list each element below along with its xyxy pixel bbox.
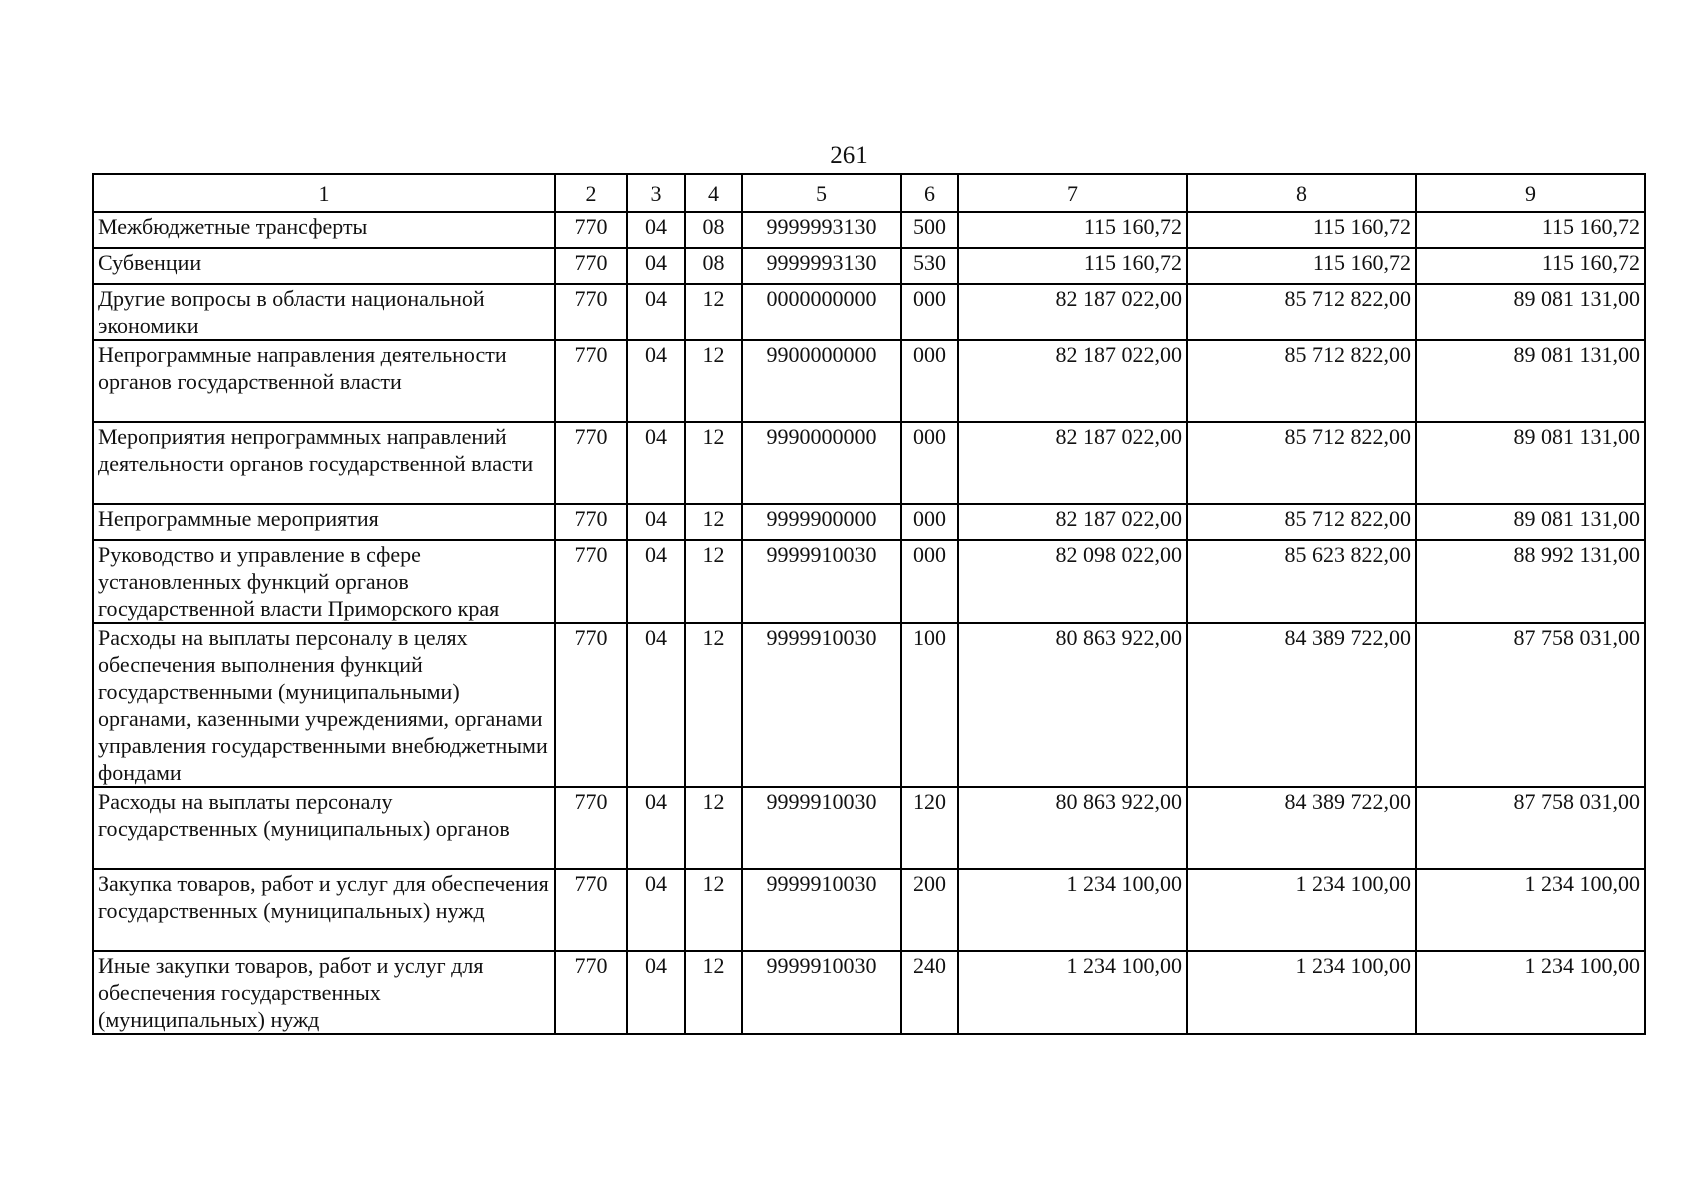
amount-col-7: 1 234 100,00 xyxy=(958,869,1187,951)
item-name: Иные закупки товаров, работ и услуг для обеспечения государственных (муниципальных) нужд xyxy=(93,951,555,1034)
column-header: 8 xyxy=(1187,174,1416,212)
code-col-5: 9999910030 xyxy=(742,540,901,623)
amount-col-8: 115 160,72 xyxy=(1187,248,1416,284)
code-col-2: 770 xyxy=(555,951,627,1034)
code-col-2: 770 xyxy=(555,422,627,504)
amount-col-9: 1 234 100,00 xyxy=(1416,869,1645,951)
code-col-3: 04 xyxy=(627,504,685,540)
table-row xyxy=(93,212,1645,248)
table-row xyxy=(93,951,1645,1034)
item-name: Субвенции xyxy=(93,248,555,284)
table-row xyxy=(93,623,1645,787)
amount-col-9: 89 081 131,00 xyxy=(1416,340,1645,422)
column-header: 6 xyxy=(901,174,958,212)
amount-col-8: 115 160,72 xyxy=(1187,212,1416,248)
code-col-6: 000 xyxy=(901,504,958,540)
item-name: Руководство и управление в сфере установленных функций органов государственной власти Приморского края xyxy=(93,540,555,623)
amount-col-9: 87 758 031,00 xyxy=(1416,623,1645,787)
code-col-4: 08 xyxy=(685,248,742,284)
amount-col-9: 87 758 031,00 xyxy=(1416,787,1645,869)
table-row xyxy=(93,787,1645,869)
code-col-6: 000 xyxy=(901,422,958,504)
amount-col-9: 89 081 131,00 xyxy=(1416,504,1645,540)
table-row xyxy=(93,504,1645,540)
code-col-6: 200 xyxy=(901,869,958,951)
code-col-5: 9900000000 xyxy=(742,340,901,422)
amount-col-9: 1 234 100,00 xyxy=(1416,951,1645,1034)
code-col-4: 12 xyxy=(685,951,742,1034)
column-header: 2 xyxy=(555,174,627,212)
code-col-2: 770 xyxy=(555,504,627,540)
amount-col-7: 115 160,72 xyxy=(958,212,1187,248)
code-col-2: 770 xyxy=(555,284,627,340)
amount-col-9: 115 160,72 xyxy=(1416,212,1645,248)
code-col-6: 120 xyxy=(901,787,958,869)
amount-col-8: 1 234 100,00 xyxy=(1187,951,1416,1034)
code-col-4: 08 xyxy=(685,212,742,248)
code-col-3: 04 xyxy=(627,248,685,284)
code-col-6: 000 xyxy=(901,540,958,623)
amount-col-7: 82 098 022,00 xyxy=(958,540,1187,623)
page-number: 261 xyxy=(830,142,868,169)
code-col-3: 04 xyxy=(627,422,685,504)
amount-col-8: 84 389 722,00 xyxy=(1187,787,1416,869)
column-header: 4 xyxy=(685,174,742,212)
code-col-4: 12 xyxy=(685,540,742,623)
item-name: Другие вопросы в области национальной экономики xyxy=(93,284,555,340)
code-col-2: 770 xyxy=(555,212,627,248)
code-col-4: 12 xyxy=(685,787,742,869)
amount-col-9: 89 081 131,00 xyxy=(1416,284,1645,340)
item-name: Расходы на выплаты персоналу государственных (муниципальных) органов xyxy=(93,787,555,869)
column-header: 1 xyxy=(93,174,555,212)
code-col-4: 12 xyxy=(685,340,742,422)
amount-col-9: 115 160,72 xyxy=(1416,248,1645,284)
code-col-5: 9999910030 xyxy=(742,951,901,1034)
table-row xyxy=(93,540,1645,623)
code-col-3: 04 xyxy=(627,623,685,787)
amount-col-7: 115 160,72 xyxy=(958,248,1187,284)
item-name: Непрограммные направления деятельности органов государственной власти xyxy=(93,340,555,422)
table-header-row xyxy=(93,174,1645,212)
code-col-2: 770 xyxy=(555,540,627,623)
amount-col-8: 84 389 722,00 xyxy=(1187,623,1416,787)
code-col-3: 04 xyxy=(627,212,685,248)
code-col-4: 12 xyxy=(685,422,742,504)
amount-col-7: 80 863 922,00 xyxy=(958,623,1187,787)
item-name: Мероприятия непрограммных направлений деятельности органов государственной власти xyxy=(93,422,555,504)
code-col-4: 12 xyxy=(685,284,742,340)
column-header: 9 xyxy=(1416,174,1645,212)
table-row xyxy=(93,422,1645,504)
code-col-3: 04 xyxy=(627,951,685,1034)
amount-col-7: 82 187 022,00 xyxy=(958,284,1187,340)
code-col-6: 530 xyxy=(901,248,958,284)
column-header: 3 xyxy=(627,174,685,212)
budget-table xyxy=(92,173,1646,1035)
item-name: Межбюджетные трансферты xyxy=(93,212,555,248)
code-col-2: 770 xyxy=(555,869,627,951)
column-header: 5 xyxy=(742,174,901,212)
code-col-2: 770 xyxy=(555,787,627,869)
code-col-5: 9999910030 xyxy=(742,869,901,951)
code-col-5: 9990000000 xyxy=(742,422,901,504)
table-row xyxy=(93,869,1645,951)
code-col-6: 240 xyxy=(901,951,958,1034)
code-col-3: 04 xyxy=(627,787,685,869)
amount-col-8: 85 712 822,00 xyxy=(1187,284,1416,340)
amount-col-7: 82 187 022,00 xyxy=(958,422,1187,504)
code-col-5: 9999993130 xyxy=(742,212,901,248)
item-name: Закупка товаров, работ и услуг для обеспечения государственных (муниципальных) нужд xyxy=(93,869,555,951)
table-row xyxy=(93,340,1645,422)
table-body xyxy=(93,212,1645,1034)
amount-col-8: 85 712 822,00 xyxy=(1187,340,1416,422)
code-col-4: 12 xyxy=(685,504,742,540)
code-col-5: 9999900000 xyxy=(742,504,901,540)
amount-col-7: 82 187 022,00 xyxy=(958,504,1187,540)
code-col-3: 04 xyxy=(627,540,685,623)
code-col-3: 04 xyxy=(627,284,685,340)
code-col-2: 770 xyxy=(555,340,627,422)
amount-col-8: 85 623 822,00 xyxy=(1187,540,1416,623)
code-col-6: 500 xyxy=(901,212,958,248)
amount-col-7: 82 187 022,00 xyxy=(958,340,1187,422)
code-col-6: 000 xyxy=(901,340,958,422)
amount-col-9: 88 992 131,00 xyxy=(1416,540,1645,623)
item-name: Расходы на выплаты персоналу в целях обеспечения выполнения функций государственными (муниципальными) органами, казенными учреждениями, органами управления государственными внебюджетными фондами xyxy=(93,623,555,787)
code-col-2: 770 xyxy=(555,248,627,284)
amount-col-7: 80 863 922,00 xyxy=(958,787,1187,869)
code-col-3: 04 xyxy=(627,869,685,951)
code-col-5: 9999910030 xyxy=(742,623,901,787)
code-col-5: 9999910030 xyxy=(742,787,901,869)
amount-col-9: 89 081 131,00 xyxy=(1416,422,1645,504)
code-col-5: 9999993130 xyxy=(742,248,901,284)
amount-col-8: 1 234 100,00 xyxy=(1187,869,1416,951)
code-col-4: 12 xyxy=(685,623,742,787)
code-col-2: 770 xyxy=(555,623,627,787)
code-col-5: 0000000000 xyxy=(742,284,901,340)
code-col-3: 04 xyxy=(627,340,685,422)
column-header: 7 xyxy=(958,174,1187,212)
item-name: Непрограммные мероприятия xyxy=(93,504,555,540)
amount-col-8: 85 712 822,00 xyxy=(1187,422,1416,504)
amount-col-8: 85 712 822,00 xyxy=(1187,504,1416,540)
amount-col-7: 1 234 100,00 xyxy=(958,951,1187,1034)
code-col-4: 12 xyxy=(685,869,742,951)
code-col-6: 000 xyxy=(901,284,958,340)
table-row xyxy=(93,284,1645,340)
table-row xyxy=(93,248,1645,284)
code-col-6: 100 xyxy=(901,623,958,787)
